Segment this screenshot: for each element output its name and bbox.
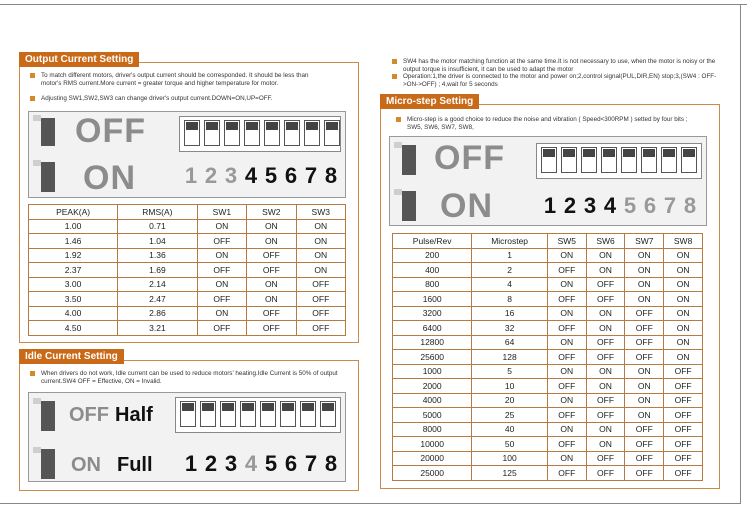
idle-off-label: OFF	[69, 404, 109, 426]
lever-off-icon	[402, 145, 416, 175]
cell: ON	[625, 263, 664, 278]
lever-tab-icon	[394, 142, 402, 148]
cell: 20	[472, 393, 548, 408]
cell: ON	[664, 335, 703, 350]
lever-off-icon	[41, 401, 55, 431]
cell: ON	[197, 219, 246, 234]
cell: ON	[664, 350, 703, 365]
micro-step-switch-image	[389, 136, 707, 226]
cell: ON	[586, 248, 625, 263]
table-row	[393, 393, 703, 408]
table-row	[393, 437, 703, 452]
cell: 25600	[393, 350, 472, 365]
switch-off-label: OFF	[75, 112, 146, 150]
cell: OFF	[586, 292, 625, 307]
dip-switch-icon	[175, 397, 341, 433]
table-row	[393, 350, 703, 365]
cell: OFF	[296, 321, 345, 336]
cell: ON	[664, 277, 703, 292]
lever-tab-icon	[33, 398, 41, 404]
digit-4: 4	[244, 163, 258, 188]
table-header-row	[29, 205, 346, 220]
cell: ON	[296, 263, 345, 278]
table-header-row	[393, 234, 703, 249]
column-header: SW3	[296, 205, 345, 220]
cell: ON	[664, 292, 703, 307]
cell: OFF	[664, 437, 703, 452]
cell: 400	[393, 263, 472, 278]
cell: 1.92	[29, 248, 118, 263]
column-header: SW6	[586, 234, 625, 249]
cell: ON	[625, 248, 664, 263]
cell: OFF	[547, 437, 586, 452]
column-header: SW5	[547, 234, 586, 249]
idle-current-note	[30, 370, 340, 385]
lever-tab-icon	[33, 447, 41, 453]
table-row	[393, 306, 703, 321]
cell: 100	[472, 451, 548, 466]
cell: 200	[393, 248, 472, 263]
table-row	[29, 306, 346, 321]
dip-switch-icon	[536, 143, 702, 179]
cell: OFF	[586, 451, 625, 466]
digit-6: 6	[643, 193, 657, 218]
digit-1: 1	[184, 163, 198, 188]
cell: ON	[547, 393, 586, 408]
cell: OFF	[586, 408, 625, 423]
dip-switch-numbers	[540, 193, 700, 219]
cell: 1.00	[29, 219, 118, 234]
cell: OFF	[547, 379, 586, 394]
cell: OFF	[547, 263, 586, 278]
cell: 2	[472, 263, 548, 278]
dip-switch-numbers	[181, 451, 341, 477]
idle-on-label: ON	[71, 454, 101, 476]
cell: 32	[472, 321, 548, 336]
cell: 4.50	[29, 321, 118, 336]
digit-8: 8	[324, 451, 338, 476]
cell: OFF	[197, 263, 246, 278]
cell: OFF	[586, 350, 625, 365]
cell: ON	[247, 277, 296, 292]
idle-current-title: Idle Current Setting	[19, 349, 124, 364]
cell: ON	[586, 422, 625, 437]
digit-5: 5	[264, 163, 278, 188]
digit-1: 1	[543, 193, 557, 218]
table-row	[393, 408, 703, 423]
micro-step-title: Micro-step Setting	[380, 94, 479, 109]
cell: ON	[547, 451, 586, 466]
output-current-title: Output Current Setting	[19, 52, 139, 67]
lever-on-icon	[41, 449, 55, 479]
cell: ON	[625, 379, 664, 394]
table-row	[29, 234, 346, 249]
idle-switch-image	[28, 392, 346, 482]
digit-3: 3	[224, 163, 238, 188]
cell: OFF	[247, 321, 296, 336]
cell: 1.04	[118, 234, 198, 249]
cell: ON	[664, 248, 703, 263]
output-current-note-2	[30, 95, 330, 103]
cell: OFF	[586, 466, 625, 481]
table-row	[29, 219, 346, 234]
column-header: SW7	[625, 234, 664, 249]
cell: OFF	[296, 292, 345, 307]
cell: ON	[625, 408, 664, 423]
digit-2: 2	[204, 451, 218, 476]
cell: ON	[586, 306, 625, 321]
cell: OFF	[197, 292, 246, 307]
column-header: PEAK(A)	[29, 205, 118, 220]
table-row	[29, 277, 346, 292]
cell: OFF	[625, 466, 664, 481]
cell: ON	[586, 263, 625, 278]
cell: 6400	[393, 321, 472, 336]
cell: ON	[664, 306, 703, 321]
table-row	[29, 321, 346, 336]
table-row	[393, 248, 703, 263]
switch-off-label: OFF	[434, 139, 505, 177]
cell: ON	[547, 306, 586, 321]
bullet-icon	[30, 371, 35, 376]
cell: ON	[547, 277, 586, 292]
cell: 25	[472, 408, 548, 423]
cell: ON	[197, 306, 246, 321]
cell: 4.00	[29, 306, 118, 321]
cell: OFF	[247, 306, 296, 321]
cell: 4000	[393, 393, 472, 408]
cell: ON	[586, 379, 625, 394]
cell: OFF	[664, 408, 703, 423]
lever-tab-icon	[33, 160, 41, 166]
cell: OFF	[664, 364, 703, 379]
cell: 1.46	[29, 234, 118, 249]
cell: 2.14	[118, 277, 198, 292]
cell: ON	[197, 248, 246, 263]
cell: 20000	[393, 451, 472, 466]
cell: OFF	[625, 335, 664, 350]
table-row	[393, 292, 703, 307]
cell: 800	[393, 277, 472, 292]
table-row	[29, 263, 346, 278]
cell: ON	[625, 277, 664, 292]
cell: ON	[296, 219, 345, 234]
cell: 4	[472, 277, 548, 292]
digit-7: 7	[304, 451, 318, 476]
cell: 2.47	[118, 292, 198, 307]
cell: OFF	[296, 306, 345, 321]
cell: OFF	[547, 408, 586, 423]
cell: 0.71	[118, 219, 198, 234]
cell: OFF	[625, 422, 664, 437]
dip-switch-numbers	[181, 163, 341, 189]
bullet-icon	[396, 117, 401, 122]
cell: OFF	[625, 321, 664, 336]
cell: OFF	[296, 277, 345, 292]
table-row	[29, 292, 346, 307]
lever-tab-icon	[394, 189, 402, 195]
cell: OFF	[664, 422, 703, 437]
bullet-icon	[392, 74, 397, 79]
cell: 16	[472, 306, 548, 321]
digit-6: 6	[284, 451, 298, 476]
cell: OFF	[197, 234, 246, 249]
cell: 1000	[393, 364, 472, 379]
digit-7: 7	[304, 163, 318, 188]
cell: 1.69	[118, 263, 198, 278]
cell: ON	[586, 437, 625, 452]
micro-step-table	[392, 233, 703, 481]
cell: 1.36	[118, 248, 198, 263]
note-text: Micro-step is a good choice to reduce the noise and vibration ( Speed<300RPM ) setted by four bits ; SW5, SW6, SW7, SW8,	[407, 116, 688, 131]
page-frame-right	[740, 4, 741, 504]
cell: 5	[472, 364, 548, 379]
output-switch-image	[28, 111, 346, 198]
cell: 3200	[393, 306, 472, 321]
page-frame-bottom	[0, 503, 741, 504]
idle-full-label: Full	[117, 454, 153, 476]
switch-on-label: ON	[440, 187, 493, 225]
table-row	[393, 263, 703, 278]
cell: 64	[472, 335, 548, 350]
cell: 8	[472, 292, 548, 307]
cell: ON	[197, 277, 246, 292]
column-header: Pulse/Rev	[393, 234, 472, 249]
cell: OFF	[586, 277, 625, 292]
cell: 125	[472, 466, 548, 481]
note-text: Adjusting SW1,SW2,SW3 can change driver's output current.DOWN=ON,UP=OFF.	[41, 95, 273, 102]
digit-2: 2	[563, 193, 577, 218]
cell: OFF	[586, 393, 625, 408]
cell: 2.37	[29, 263, 118, 278]
digit-4: 4	[603, 193, 617, 218]
cell: OFF	[625, 306, 664, 321]
cell: 8000	[393, 422, 472, 437]
cell: OFF	[625, 451, 664, 466]
cell: 5000	[393, 408, 472, 423]
bullet-icon	[30, 73, 35, 78]
cell: 128	[472, 350, 548, 365]
cell: OFF	[197, 321, 246, 336]
cell: ON	[664, 321, 703, 336]
digit-1: 1	[184, 451, 198, 476]
cell: 10000	[393, 437, 472, 452]
cell: 1600	[393, 292, 472, 307]
table-row	[393, 335, 703, 350]
idle-half-label: Half	[115, 404, 153, 426]
cell: ON	[296, 234, 345, 249]
cell: ON	[586, 321, 625, 336]
bullet-icon	[392, 59, 397, 64]
note-text: To match different motors, driver's output current should be corresponded. It should be less than motor's RMS current.More current = greater torque and higher temperature for motor.	[41, 72, 309, 87]
cell: ON	[247, 219, 296, 234]
digit-8: 8	[324, 163, 338, 188]
micro-step-note	[396, 116, 696, 131]
table-row	[393, 422, 703, 437]
digit-3: 3	[583, 193, 597, 218]
lever-tab-icon	[33, 115, 41, 121]
cell: 40	[472, 422, 548, 437]
cell: OFF	[547, 321, 586, 336]
column-header: Microstep	[472, 234, 548, 249]
table-row	[393, 277, 703, 292]
table-row	[393, 321, 703, 336]
column-header: SW8	[664, 234, 703, 249]
cell: ON	[664, 263, 703, 278]
cell: OFF	[547, 292, 586, 307]
cell: ON	[247, 292, 296, 307]
bullet-icon	[30, 96, 35, 101]
cell: ON	[625, 292, 664, 307]
switch-on-label: ON	[83, 159, 136, 197]
lever-off-icon	[41, 118, 55, 146]
cell: ON	[547, 248, 586, 263]
cell: OFF	[625, 437, 664, 452]
cell: 2000	[393, 379, 472, 394]
cell: ON	[247, 234, 296, 249]
cell: 12800	[393, 335, 472, 350]
cell: OFF	[664, 466, 703, 481]
cell: 50	[472, 437, 548, 452]
digit-3: 3	[224, 451, 238, 476]
cell: ON	[586, 364, 625, 379]
column-header: SW2	[247, 205, 296, 220]
cell: OFF	[625, 350, 664, 365]
cell: OFF	[547, 350, 586, 365]
cell: ON	[625, 393, 664, 408]
cell: OFF	[664, 379, 703, 394]
note-text: Operation:1,the driver is connected to the motor and power on;2,control signal(PUL,DIR,EN) stop;3,(SW4 : OFF->ON->OFF) ; 4,wait for 5 seconds	[403, 73, 717, 88]
operation-note	[392, 73, 727, 88]
digit-5: 5	[623, 193, 637, 218]
output-current-note-1	[30, 72, 330, 87]
digit-2: 2	[204, 163, 218, 188]
lever-on-icon	[41, 162, 55, 192]
note-text: When drivers do not work, Idle current can be used to reduce motors' heating.Idle Current is 50% of output current.SW4 OFF = Effective, ON = Invalid.	[41, 370, 338, 385]
table-row	[393, 379, 703, 394]
note-text: SW4 has the motor matching function at the same time.It is not necessary to use, when the motor is noisy or the output torque is insufficient, it can be used to adapt the motor	[403, 58, 716, 73]
cell: ON	[296, 248, 345, 263]
cell: ON	[547, 364, 586, 379]
cell: OFF	[664, 393, 703, 408]
column-header: RMS(A)	[118, 205, 198, 220]
cell: 3.50	[29, 292, 118, 307]
output-current-table	[28, 204, 346, 336]
table-row	[393, 451, 703, 466]
cell: OFF	[547, 466, 586, 481]
digit-8: 8	[683, 193, 697, 218]
cell: 10	[472, 379, 548, 394]
cell: ON	[547, 335, 586, 350]
cell: OFF	[247, 263, 296, 278]
dip-switch-icon	[179, 116, 341, 152]
digit-4: 4	[244, 451, 258, 476]
table-row	[29, 248, 346, 263]
lever-on-icon	[402, 191, 416, 221]
cell: 3.00	[29, 277, 118, 292]
cell: 1	[472, 248, 548, 263]
cell: OFF	[247, 248, 296, 263]
cell: 25000	[393, 466, 472, 481]
page-frame-top	[0, 4, 747, 5]
cell: ON	[625, 364, 664, 379]
digit-6: 6	[284, 163, 298, 188]
cell: OFF	[664, 451, 703, 466]
cell: OFF	[586, 335, 625, 350]
table-row	[393, 466, 703, 481]
table-row	[393, 364, 703, 379]
cell: 3.21	[118, 321, 198, 336]
cell: 2.86	[118, 306, 198, 321]
digit-7: 7	[663, 193, 677, 218]
sw4-note	[392, 58, 727, 73]
cell: ON	[547, 422, 586, 437]
digit-5: 5	[264, 451, 278, 476]
column-header: SW1	[197, 205, 246, 220]
